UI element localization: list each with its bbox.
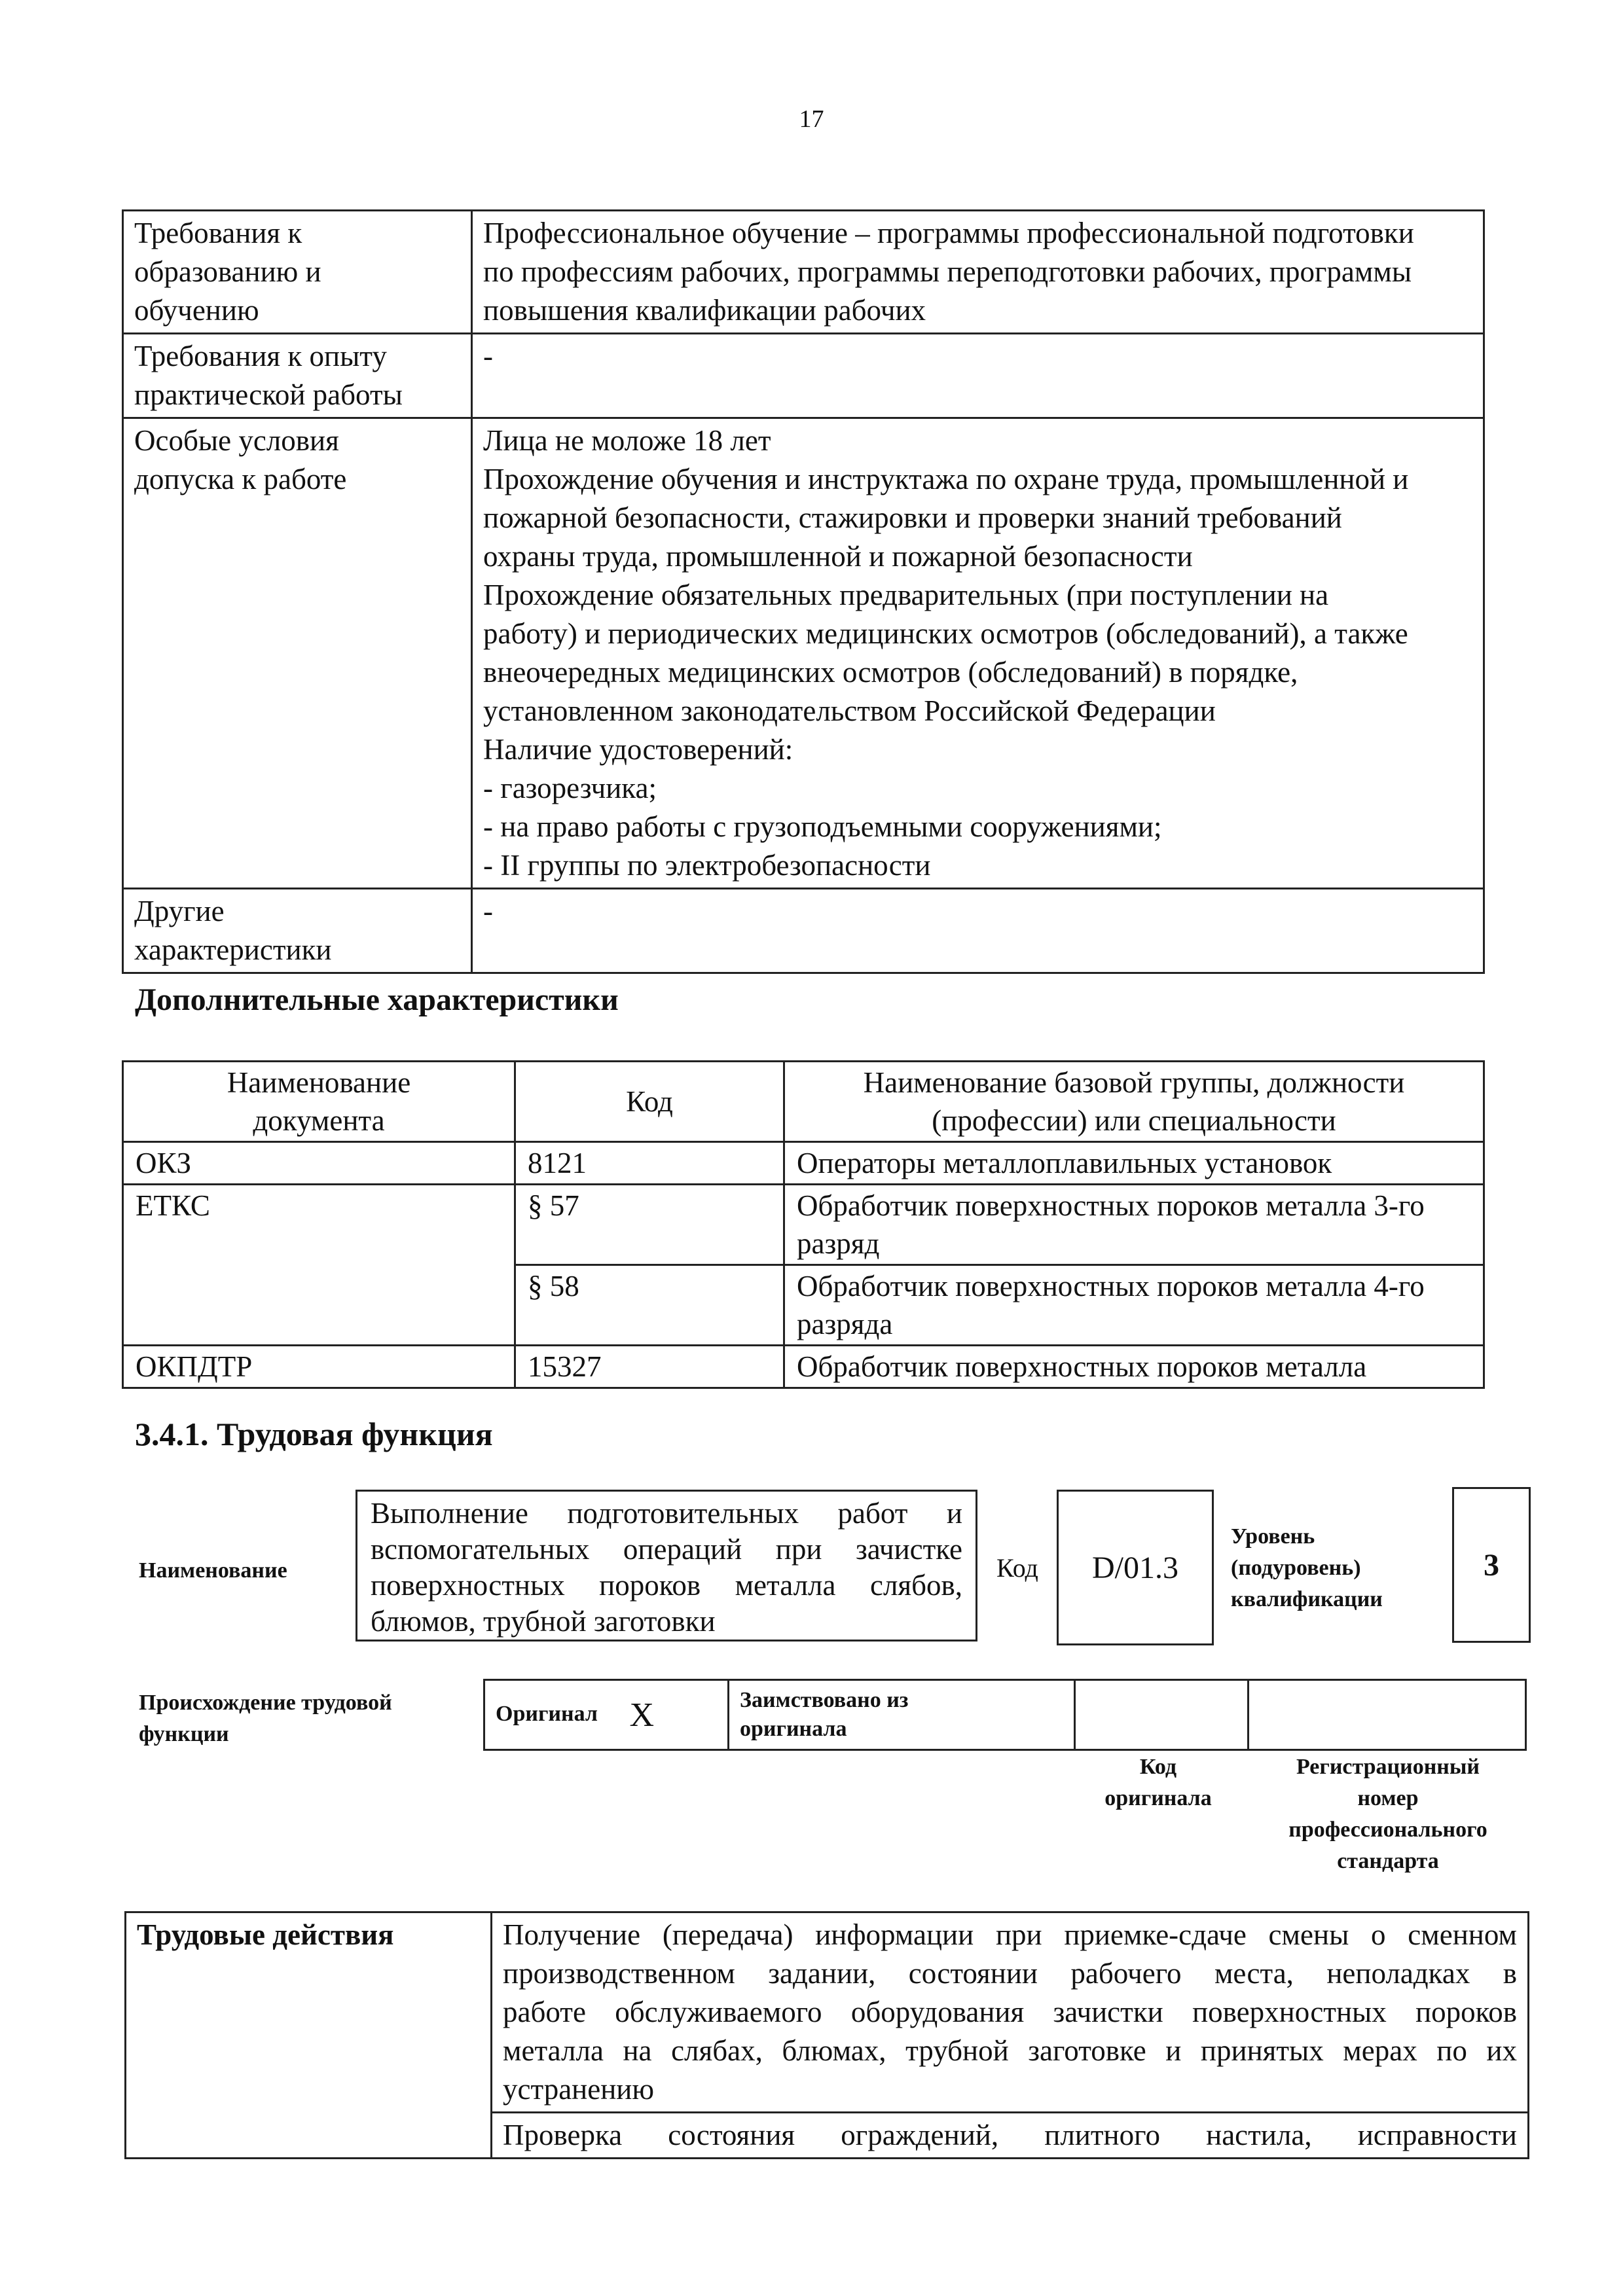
origin-label bbox=[139, 1687, 392, 1750]
level-label-line: квалификации bbox=[1231, 1587, 1383, 1611]
name-cell bbox=[784, 1142, 1484, 1185]
label-line: обучению bbox=[134, 294, 259, 327]
value-line: охраны труда, промышленной и пожарной безопасности bbox=[483, 540, 1193, 573]
borrowed-label-line: оригинала bbox=[740, 1717, 847, 1741]
origin-label-line: функции bbox=[139, 1722, 229, 1746]
page-number: 17 bbox=[799, 105, 824, 133]
label-line: практической работы bbox=[134, 378, 403, 411]
label-line: Требования к bbox=[134, 217, 302, 249]
table-row bbox=[126, 1912, 1529, 2113]
value-line: работу) и периодических медицинских осмотров (обследований), а также bbox=[483, 617, 1408, 650]
original-mark: X bbox=[629, 1696, 655, 1734]
borrowed-label-line: Заимствовано из bbox=[740, 1688, 909, 1712]
doc-cell: ЕТКС bbox=[123, 1185, 515, 1346]
header-name bbox=[784, 1062, 1484, 1142]
table-row bbox=[123, 334, 1484, 418]
origin-table bbox=[483, 1679, 1527, 1751]
table-row bbox=[123, 1142, 1484, 1185]
row-value bbox=[472, 418, 1484, 889]
value-line: повышения квалификации рабочих bbox=[483, 294, 926, 327]
additional-characteristics-table bbox=[122, 1060, 1485, 1389]
additional-characteristics-heading: Дополнительные характеристики bbox=[135, 982, 619, 1017]
header-line: (профессии) или специальности bbox=[932, 1104, 1336, 1137]
code-cell: § 57 bbox=[515, 1185, 784, 1265]
row-value bbox=[472, 889, 1484, 973]
code-cell: § 58 bbox=[515, 1265, 784, 1346]
table-row bbox=[123, 418, 1484, 889]
value-line: - газорезчика; bbox=[483, 772, 657, 804]
reg-number-cell bbox=[1249, 1680, 1526, 1750]
function-name-line: блюмов, трубной заготовки bbox=[371, 1605, 716, 1638]
name-line: Обработчик поверхностных пороков металла 3-го bbox=[797, 1189, 1425, 1222]
name-line: Обработчик поверхностных пороков металла bbox=[797, 1350, 1367, 1383]
value-line: по профессиям рабочих, программы переподготовки рабочих, программы bbox=[483, 255, 1412, 288]
function-name-line: вспомогательных операций при зачистке bbox=[371, 1533, 962, 1566]
name-cell bbox=[784, 1265, 1484, 1346]
qualification-level-label bbox=[1231, 1521, 1383, 1615]
level-label-line: Уровень bbox=[1231, 1524, 1315, 1549]
name-line: Операторы металлоплавильных установок bbox=[797, 1147, 1332, 1179]
function-name-line: Выполнение подготовительных работ и bbox=[371, 1497, 962, 1530]
caption-line: Код bbox=[1139, 1755, 1177, 1779]
value-line: Прохождение обязательных предварительных (при поступлении на bbox=[483, 579, 1329, 611]
labor-actions-table bbox=[124, 1911, 1529, 2159]
header-line: Наименование базовой группы, должности bbox=[863, 1066, 1405, 1099]
labor-function-heading: 3.4.1. Трудовая функция bbox=[135, 1416, 493, 1452]
row-label bbox=[123, 418, 472, 889]
label-line: Требования к опыту bbox=[134, 340, 387, 372]
reg-number-caption bbox=[1250, 1751, 1525, 1877]
value-line: - bbox=[483, 895, 493, 927]
row-value bbox=[472, 211, 1484, 334]
qualification-level-box: 3 bbox=[1452, 1487, 1531, 1643]
value-line: - на право работы с грузоподъемными сооружениями; bbox=[483, 810, 1162, 843]
action-item bbox=[492, 1912, 1529, 2113]
header-line: документа bbox=[253, 1104, 385, 1137]
row-label bbox=[123, 334, 472, 418]
name-line: разряд bbox=[797, 1227, 880, 1260]
value-line: Прохождение обучения и инструктажа по охране труда, промышленной и bbox=[483, 463, 1409, 495]
label-line: допуска к работе bbox=[134, 463, 347, 495]
actions-label: Трудовые действия bbox=[126, 1912, 492, 2159]
row-label bbox=[123, 211, 472, 334]
name-cell bbox=[784, 1346, 1484, 1388]
code-label: Код bbox=[996, 1553, 1038, 1583]
caption-line: профессионального bbox=[1288, 1818, 1487, 1842]
value-line: Профессиональное обучение – программы профессиональной подготовки bbox=[483, 217, 1414, 249]
requirements-table bbox=[122, 209, 1485, 974]
doc-cell: ОКЗ bbox=[123, 1142, 515, 1185]
table-row bbox=[123, 889, 1484, 973]
table-row bbox=[123, 211, 1484, 334]
label-line: образованию и bbox=[134, 255, 321, 288]
value-line: пожарной безопасности, стажировки и проверки знаний требований bbox=[483, 501, 1342, 534]
value-line: Наличие удостоверений: bbox=[483, 733, 793, 766]
original-label: Оригинал bbox=[496, 1701, 598, 1726]
label-line: Другие bbox=[134, 895, 225, 927]
value-line: Лица не моложе 18 лет bbox=[483, 424, 771, 457]
function-code-box: D/01.3 bbox=[1057, 1490, 1214, 1645]
action-line: Проверка состояния ограждений, плитного настила, исправности bbox=[503, 2119, 1517, 2151]
table-row bbox=[484, 1680, 1526, 1750]
action-item bbox=[492, 2113, 1529, 2159]
caption-line: оригинала bbox=[1104, 1786, 1212, 1810]
code-cell: 8121 bbox=[515, 1142, 784, 1185]
level-label-line: (подуровень) bbox=[1231, 1556, 1361, 1580]
function-name-line: поверхностных пороков металла слябов, bbox=[371, 1569, 962, 1602]
borrowed-cell bbox=[729, 1680, 1075, 1750]
caption-line: Регистрационный bbox=[1296, 1755, 1480, 1779]
action-line: производственном задании, состоянии рабочего места, неполадках в bbox=[503, 1957, 1517, 1990]
header-line: Наименование bbox=[227, 1066, 411, 1099]
header-code: Код bbox=[515, 1062, 784, 1142]
code-cell: 15327 bbox=[515, 1346, 784, 1388]
origin-label-line: Происхождение трудовой bbox=[139, 1691, 392, 1715]
function-name-box bbox=[356, 1490, 977, 1641]
table-row bbox=[123, 1346, 1484, 1388]
name-line: разряда bbox=[797, 1308, 893, 1340]
name-label: Наименование bbox=[139, 1558, 287, 1583]
action-line: работе обслуживаемого оборудования зачистки поверхностных пороков bbox=[503, 1996, 1517, 2028]
value-line: - bbox=[483, 340, 493, 372]
original-code-cell bbox=[1075, 1680, 1249, 1750]
value-line: установленном законодательством Российской Федерации bbox=[483, 694, 1216, 727]
name-cell bbox=[784, 1185, 1484, 1265]
row-label bbox=[123, 889, 472, 973]
name-line: Обработчик поверхностных пороков металла 4-го bbox=[797, 1270, 1425, 1302]
action-line: металла на слябах, блюмах, трубной заготовке и принятых мерах по их bbox=[503, 2034, 1517, 2067]
table-header-row bbox=[123, 1062, 1484, 1142]
caption-line: стандарта bbox=[1337, 1849, 1439, 1873]
original-cell bbox=[484, 1680, 729, 1750]
label-line: Особые условия bbox=[134, 424, 339, 457]
original-code-caption bbox=[1070, 1751, 1247, 1814]
row-value bbox=[472, 334, 1484, 418]
table-row bbox=[123, 1185, 1484, 1265]
action-line: Получение (передача) информации при приемке-сдаче смены о сменном bbox=[503, 1918, 1517, 1951]
doc-cell: ОКПДТР bbox=[123, 1346, 515, 1388]
value-line: - II группы по электробезопасности bbox=[483, 849, 931, 882]
value-line: внеочередных медицинских осмотров (обследований) в порядке, bbox=[483, 656, 1298, 689]
action-line: устранению bbox=[503, 2073, 654, 2106]
header-doc bbox=[123, 1062, 515, 1142]
caption-line: номер bbox=[1357, 1786, 1419, 1810]
label-line: характеристики bbox=[134, 933, 332, 966]
